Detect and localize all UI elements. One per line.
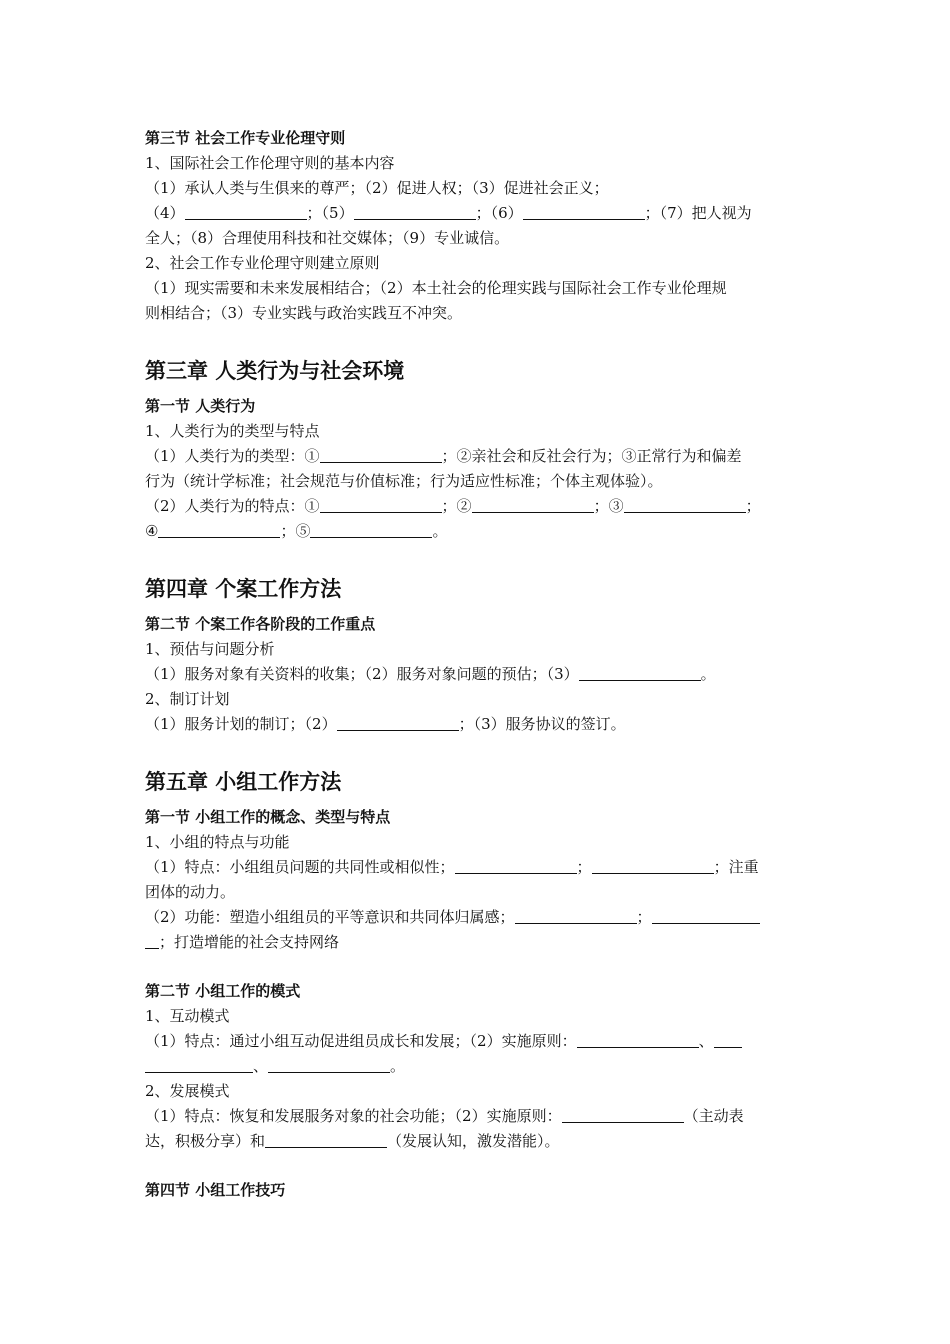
text-line-with-blanks: ；打造增能的社会支持网络: [145, 930, 809, 955]
text-line-with-blanks: （1）服务计划的制订；（2） ；（3）服务协议的签订。: [145, 715, 626, 733]
fill-blank[interactable]: [714, 1032, 742, 1048]
text-line-with-blanks: ④ ；⑤ 。: [145, 522, 448, 540]
fill-blank[interactable]: [310, 522, 432, 538]
fill-blank[interactable]: [579, 665, 701, 681]
text-line-with-blanks: （1）特点：恢复和发展服务对象的社会功能；（2）实施原则： （主动表: [145, 1107, 744, 1125]
text-line: （1）承认人类与生俱来的尊严；（2）促进人权；（3）促进社会正义；: [145, 179, 609, 197]
fill-blank[interactable]: [337, 715, 459, 731]
fill-blank[interactable]: [523, 204, 645, 220]
fill-blank-continued[interactable]: [145, 1057, 253, 1073]
chapter-title: 第三章 人类行为与社会环境: [145, 359, 405, 383]
text-line: 则相结合；（3）专业实践与政治实践互不冲突。: [145, 304, 463, 322]
fill-blank[interactable]: [354, 204, 476, 220]
fill-blank[interactable]: [185, 204, 307, 220]
fill-blank[interactable]: [472, 497, 594, 513]
text-line: （1）现实需要和未来发展相结合；（2）本土社会的伦理实践与国际社会工作专业伦理规: [145, 279, 727, 297]
list-heading: 2、制订计划: [145, 690, 230, 708]
section-heading: 第二节 小组工作的模式: [145, 982, 301, 1000]
text-line-with-blanks: 达，积极分享）和 （发展认知，激发潜能）。: [145, 1132, 560, 1150]
fill-blank[interactable]: [158, 522, 280, 538]
text-line-with-blanks: （1）人类行为的类型：① ；②亲社会和反社会行为；③正常行为和偏差: [145, 447, 742, 465]
text-line-with-blanks: （4） ；（5） ；（6） ；（7）把人视为: [145, 204, 752, 222]
text-line-with-blanks: （1）特点：小组组员问题的共同性或相似性； ； ；注重: [145, 858, 759, 876]
fill-blank[interactable]: [265, 1132, 387, 1148]
chapter-title: 第五章 小组工作方法: [145, 770, 342, 794]
text-line-with-blanks: （2）功能：塑造小组组员的平等意识和共同体归属感； ；: [145, 905, 809, 930]
fill-blank[interactable]: [562, 1107, 684, 1123]
fill-blank[interactable]: [624, 497, 746, 513]
list-heading: 2、发展模式: [145, 1082, 230, 1100]
fill-blank[interactable]: [320, 447, 442, 463]
text-line-with-blanks: （1）特点：通过小组互动促进组员成长和发展；（2）实施原则： 、: [145, 1029, 809, 1054]
text-line-with-blanks: （1）服务对象有关资料的收集；（2）服务对象问题的预估；（3） 。: [145, 665, 716, 683]
fill-blank-continued[interactable]: [145, 933, 159, 949]
list-heading: 1、预估与问题分析: [145, 640, 275, 658]
text-line-with-blanks: （2）人类行为的特点：① ；② ；③ ；: [145, 497, 761, 515]
section-heading: 第三节 社会工作专业伦理守则: [145, 129, 346, 147]
list-heading: 1、小组的特点与功能: [145, 833, 290, 851]
fill-blank[interactable]: [652, 908, 760, 924]
text-line: 团体的动力。: [145, 883, 236, 901]
fill-blank[interactable]: [592, 858, 714, 874]
section-heading: 第一节 人类行为: [145, 397, 256, 415]
list-heading: 1、人类行为的类型与特点: [145, 422, 320, 440]
fill-blank[interactable]: [515, 908, 637, 924]
section-heading: 第一节 小组工作的概念、类型与特点: [145, 808, 391, 826]
fill-blank[interactable]: [577, 1032, 699, 1048]
text-line-with-blanks: 、 。: [145, 1054, 809, 1079]
list-heading: 1、互动模式: [145, 1007, 230, 1025]
fill-blank[interactable]: [320, 497, 442, 513]
text-line: 行为（统计学标准；社会规范与价值标准；行为适应性标准；个体主观体验）。: [145, 472, 663, 490]
fill-blank[interactable]: [268, 1057, 390, 1073]
section-heading: 第二节 个案工作各阶段的工作重点: [145, 615, 376, 633]
section-heading: 第四节 小组工作技巧: [145, 1181, 286, 1199]
fill-blank[interactable]: [455, 858, 577, 874]
chapter-title: 第四章 个案工作方法: [145, 577, 342, 601]
list-heading: 2、社会工作专业伦理守则建立原则: [145, 254, 380, 272]
text-line: 全人；（8）合理使用科技和社交媒体；（9）专业诚信。: [145, 229, 510, 247]
document-page: [145, 126, 809, 1203]
list-heading: 1、国际社会工作伦理守则的基本内容: [145, 154, 395, 172]
